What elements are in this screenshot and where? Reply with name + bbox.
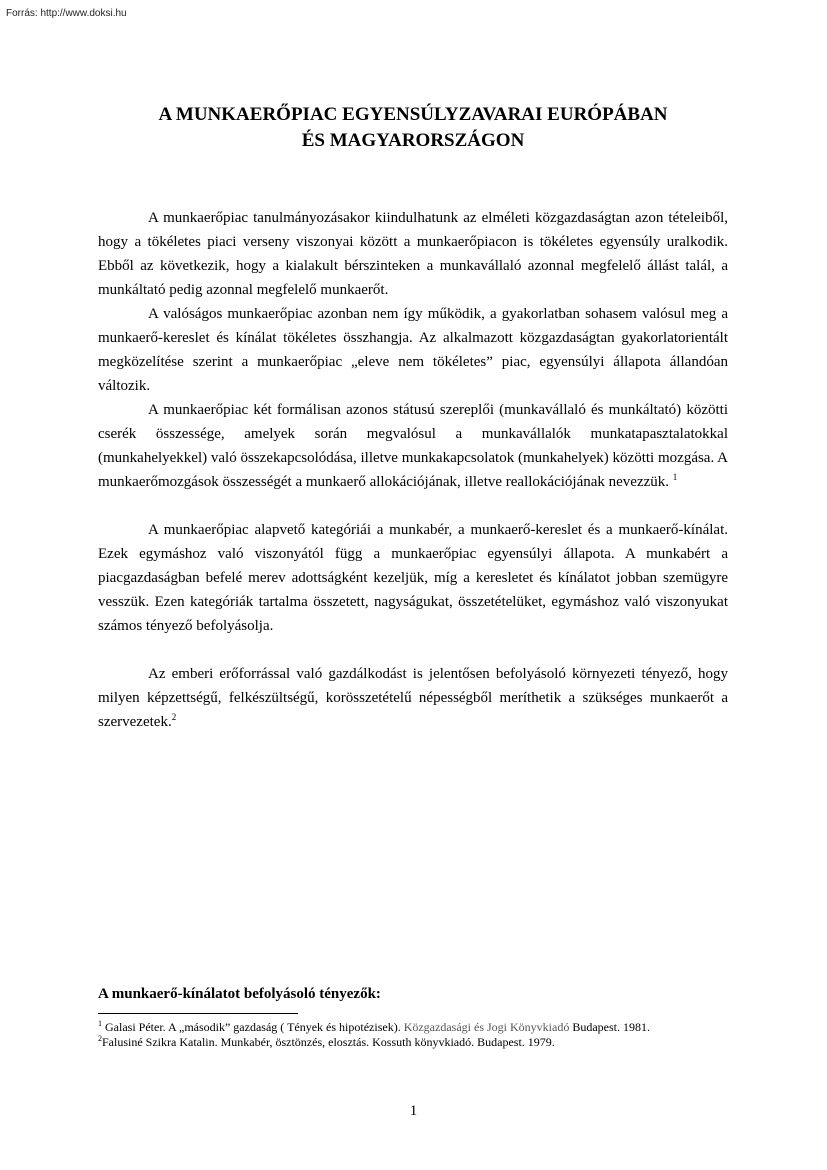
paragraph-2: A valóságos munkaerőpiac azonban nem így működik, a gyakorlatban sohasem valósul meg a munkaerő-kereslet és kínálat tökéletes összhangja. Az alkalmazott közgazdaságtan gyakorlatorientált megközelítése szerint a munkaerőpiac „eleve nem tökéletes” piac, egyensúlyi állapota állandóan változik. (98, 306, 728, 394)
page-number: 1 (409, 1103, 418, 1119)
footnote-2 (98, 1035, 728, 1049)
paragraph-5-text: Az emberi erőforrással való gazdálkodást is jelentősen befolyásoló környezeti tényező, hogy milyen képzettségű, felkészültségű, korösszetételű népességből meríthetik a szükséges munkaerőt a szervezetek. (98, 666, 728, 730)
paragraph-3 (98, 398, 728, 494)
page-title (98, 102, 728, 154)
footnote-1-text: Galasi Péter. A „második” gazdaság ( Tények és hipotézisek). (105, 1020, 401, 1034)
title-line-1: A MUNKAERŐPIAC EGYENSÚLYZAVARAI EURÓPÁBAN (158, 104, 668, 125)
paragraph-1: A munkaerőpiac tanulmányozásakor kiindulhatunk az elméleti közgazdaságtan azon tételeiből, hogy a tökéletes piaci verseny viszonyai között a munkaerőpiacon is tökéletes egyensúly uralkodik. Ebből az következik, hogy a kialakult bérszinteken a munkavállaló azonnal megfelelő állást talál, a munkáltató pedig azonnal megfelelő munkaerőt. (98, 210, 728, 298)
footnote-divider (98, 1013, 298, 1014)
footnote-1-number: 1 (98, 1019, 102, 1028)
footnote-1-publisher: Közgazdasági és Jogi Könyvkiadó (403, 1020, 570, 1034)
document-body (98, 206, 728, 734)
footnote-2-text: Falusiné Szikra Katalin. Munkabér, ösztönzés, elosztás. Kossuth könyvkiadó. Budapest. 1979. (102, 1035, 555, 1049)
footnote-ref-2[interactable]: 2 (171, 712, 177, 722)
paragraph-3-text: A munkaerőpiac két formálisan azonos státusú szereplői (munkavállaló és munkáltató) közötti cserék összessége, amelyek során megvalósul a munkavállalók munkatapasztalatokkal (munkahelyekkel) való összekapcsolódása, illetve munkakapcsolatok (munkahelyek) közötti mozgása. A munkaerőmozgások összességét a munkaerő allokációjának, illetve reallokációjának nevezzük. (98, 402, 728, 490)
title-line-2: ÉS MAGYARORSZÁGON (301, 130, 525, 151)
source-line: Forrás: http://www.doksi.hu (6, 8, 127, 19)
section-heading: A munkaerő-kínálatot befolyásoló tényezők: (98, 986, 381, 1002)
footnotes (98, 1020, 728, 1050)
paragraph-5 (98, 662, 728, 734)
footnote-2-number: 2 (98, 1034, 102, 1043)
footnote-1 (98, 1020, 728, 1034)
footnote-ref-1[interactable]: 1 (672, 472, 678, 482)
footnote-1-rest: Budapest. 1981. (572, 1020, 650, 1034)
paragraph-4: A munkaerőpiac alapvető kategóriái a munkabér, a munkaerő-kereslet és a munkaerő-kínálat. Ezek egymáshoz való viszonyától függ a munkaerőpiac egyensúlyi állapota. A munkabért a piacgazdaságban befelé merev adottságként kezeljük, míg a keresletet és kínálatot jobban szemügyre vesszük. Ezen kategóriák tartalma összetett, nagyságukat, összetételüket, egymáshoz való viszonyukat számos tényező befolyásolja. (98, 522, 728, 634)
